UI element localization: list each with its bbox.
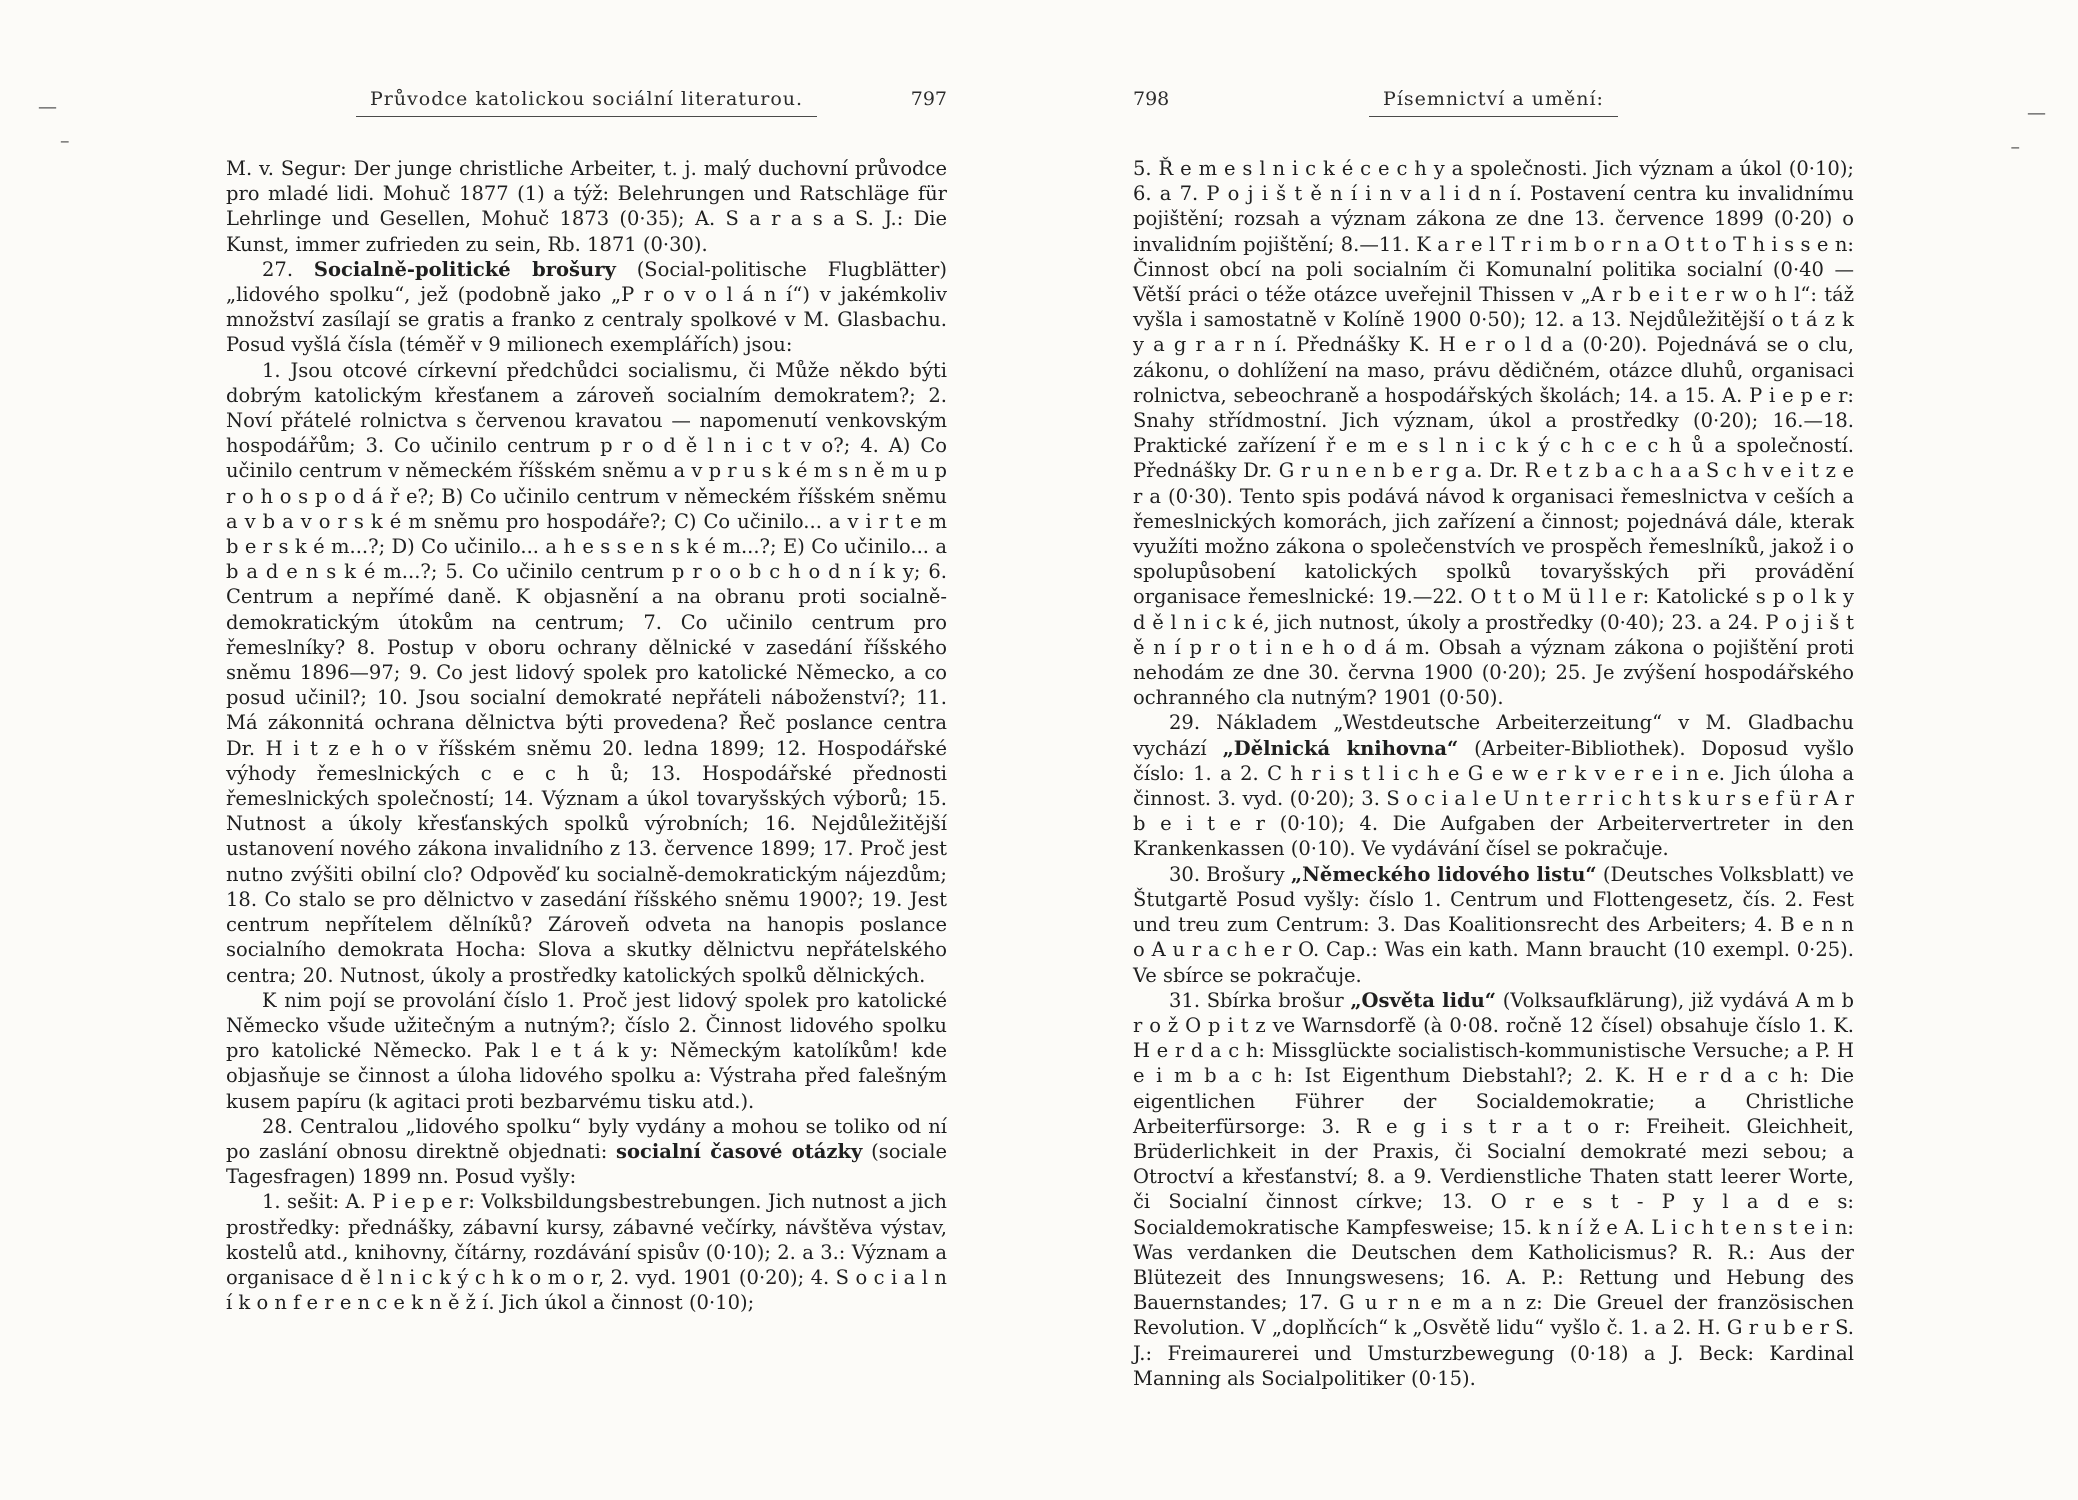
text-run: 1. Jsou otcové církevní předchůdci socialismu, či Může někdo býti dobrým katolickým křesťanem a zároveň socialním demokratem?; 2. Noví přátelé rolnictva s červenou kravatou — napomenutí venkovským hospodářům; 3. Co učinilo centrum p r o d ě l n i c t v o?; 4. A) Co učinilo centrum v německém říšském sněmu a v p r u s k é m s n ě m u p r o h o s p o d á ř e?; B) Co učinilo centrum v německém říšském sněmu a v b a v o r s k é m sněmu pro hospodáře?; C) Co učinilo... a v i r t e m b e r s k é m...?; D) Co učinilo... a h e s s e n s k é m...?; E) Co učinilo... a b a d e n s k é m...?; 5. Co učinilo centrum p r o o b c h o d n í k y; 6. Centrum a nepřímé daně. K objasnění a na obranu proti socialně-demokratickým útokům na centrum; 7. Co učinilo centrum pro řemeslníky? 8. Postup v oboru ochrany dělnické v zasedání říšského sněmu 1896—97; 9. Co jest lidový spolek pro katolické Německo, a co posud učinil?; 10. Jsou socialní demokraté nepřáteli náboženství?; 11. Má zákonnitá ochrana dělnictva býti provedena? Řeč poslance centra Dr. H i t z e h o v říšském sněmu 20. ledna 1899; 12. Hospodářské výhody řemeslnických c e c h ů; 13. Hospodářské přednosti řemeslnických společností; 14. Význam a úkol tovaryšských výborů; 15. Nutnost a úkoly křesťanských spolků výrobních; 16. Nejdůležitější ustanovení nového zákona invalidního z 13. července 1899; 17. Proč jest nutno zvýšiti obilní clo? Odpověď ku socialně-demokratickým nájezdům; 18. Co stalo se pro dělnictvo v zasedání říšského sněmu 1900?; 19. Jest centrum nepřítelem dělníků? Zároveň odveta na hanopis poslance socialního demokrata Hocha: Slova a skutky dělnictvu nepřátelského centra; 20. Nutnost, úkoly a prostředky katolických spolků dělnických. bbox=[226, 358, 947, 987]
paragraph bbox=[1133, 710, 1854, 861]
bold-text-run: „Osvěta lidu“ bbox=[1350, 988, 1497, 1012]
page-right bbox=[1039, 0, 2078, 1500]
text-run: 31. Sbírka brošur bbox=[1169, 988, 1351, 1012]
left-page-body bbox=[226, 156, 947, 1315]
print-margin-mark: — bbox=[2027, 102, 2046, 124]
paragraph bbox=[226, 156, 947, 257]
print-margin-mark: – bbox=[60, 130, 70, 152]
text-run: 30. Brošury bbox=[1169, 862, 1291, 886]
bold-text-run: „Německého lidového listu“ bbox=[1290, 862, 1597, 886]
text-run: M. v. Segur: Der junge christliche Arbeiter, t. j. malý duchovní průvodce pro mladé lidi. Mohuč 1877 (1) a týž: Belehrungen und Ratschläge für Lehrlinge und Gesellen, Mohuč 1873 (0·35); A. S a r a s a S. J.: Die Kunst, immer zufrieden zu sein, Rb. 1871 (0·30). bbox=[226, 157, 947, 256]
paragraph bbox=[226, 1114, 947, 1190]
text-run: 1. sešit: A. P i e p e r: Volksbildungsbestrebungen. Jich nutnost a jich prostředky: přednášky, zábavní kursy, zábavné večírky, návštěva výstav, kostelů atd., knihovny, čítárny, rozdávání spisův (0·10); 2. a 3.: Význam a organisace d ě l n i c k ý c h k o m o r, 2. vyd. 1901 (0·20); 4. S o c i a l n í k o n f e r e n c e k n ě ž í. Jich úkol a činnost (0·10); bbox=[226, 1190, 947, 1315]
text-run: (Volksaufklärung), již vydává A m b r o ž O p i t z ve Warnsdorfě (à 0·08. ročně 12 čísel) obsahuje číslo 1. K. H e r d a c h: Missglückte socialistisch-kommunistische Versuche; a P. H e i m b a c h: Ist Eigenthum Diebstahl?; 2. K. H e r d a c h: Die eigentlichen Führer der Socialdemokratie; a Christliche Arbeiterfürsorge: 3. R e g i s t r a t o r: Freiheit. Gleichheit, Brüderlichkeit in der Praxis, či Socialní demokraté mezi sebou; a Otroctví a křesťanství; 8. a 9. Verdienstliche Thaten statt leerer Worte, či Socialní činnost církve; 13. O r e s t - P y l a d e s: Socialdemokratische Kampfesweise; 15. k n í ž e A. L i c h t e n s t e i n: Was verdanken die Deutschen dem Katholicismus? R. R.: Aus der Blütezeit des Innungswesens; 16. A. P.: Rettung und Hebung des Bauernstandes; 17. G u r n e m a n z: Die Greuel der französischen Revolution. V „doplňcích“ k „Osvětě lidu“ vyšlo č. 1. a 2. H. G r u b e r S. J.: Freimaurerei und Umsturzbewegung (0·18) a J. Beck: Kardinal Manning als Socialpolitiker (0·15). bbox=[1133, 988, 1854, 1390]
text-run: (Deutsches Volksblatt) ve Štutgartě Posud vyšly: číslo 1. Centrum und Flottengesetz, čís. 2. Fest und treu zum Centrum: 3. Das Koalitionsrecht des Arbeiters; 4. B e n n o A u r a c h e r O. Cap.: Was ein kath. Mann braucht (10 exempl. 0·25). Ve sbírce se pokračuje. bbox=[1133, 862, 1854, 987]
right-page-header bbox=[1133, 88, 1854, 122]
right-page-body bbox=[1133, 156, 1854, 1391]
text-run: 29. Nákladem „Westdeutsche Arbeiterzeitung“ v M. Gladbachu vychází bbox=[1133, 711, 1854, 760]
print-margin-mark: — bbox=[38, 96, 57, 118]
left-page-header bbox=[226, 88, 947, 122]
paragraph bbox=[226, 358, 947, 988]
text-run: (Social-politische Flugblätter) „lidového spolku“, jež (podobně jako „P r o v o l á n í“) v jakémkoliv množství zasílají se gratis a franko z centraly spolkové v M. Glasbachu. Posud vyšlá čísla (téměř v 9 milionech exemplářích) jsou: bbox=[226, 257, 947, 357]
text-run: 27. bbox=[262, 257, 314, 281]
left-page-number: 797 bbox=[910, 88, 947, 110]
text-run: (Arbeiter-Bibliothek). Doposud vyšlo číslo: 1. a 2. C h r i s t l i c h e G e w e r k v e r e i n e. Jich úloha a činnost. 3. vyd. (0·20); 3. S o c i a l e U n t e r r i c h t s k u r s e f ü r A r b e i t e r (0·10); 4. Die Aufgaben der Arbeitervertreter in den Krankenkassen (0·10). Ve vydávání čísel se pokračuje. bbox=[1133, 736, 1854, 861]
print-margin-mark: – bbox=[2010, 136, 2020, 158]
text-run: (sociale Tagesfragen) 1899 nn. Posud vyšly: bbox=[226, 1139, 947, 1189]
right-running-title: Písemnictví a umění: bbox=[1369, 88, 1618, 117]
paragraph bbox=[1133, 156, 1854, 710]
paragraph bbox=[226, 988, 947, 1114]
bold-text-run: Socialně-politické brošury bbox=[313, 257, 616, 281]
text-run: 5. Ř e m e s l n i c k é c e c h y a společnosti. Jich význam a úkol (0·10); 6. a 7. P o j i š t ě n í i n v a l i d n í. Postavení centra ku invalidnímu pojištění; rozsah a význam zákona ze dne 13. července 1899 (0·20) o invalidním pojištění; 8.—11. K a r e l T r i m b o r n a O t t o T h i s s e n: Činnost obcí na poli socialním či Komunalní politika socialní (0·40 — Větší práci o téže otázce uveřejnil Thissen v „A r b e i t e r w o h l“: táž vyšla i samostatně v Kolíně 1900 0·50); 12. a 13. Nejdůležitější o t á z k y a g r a r n í. Přednášky K. H e r o l d a (0·20). Pojednává se o clu, zákonu, o dohlížení na maso, právu dědičném, otázce dluhů, organisaci rolnictva, sebeochraně a hospodářských školách; 14. a 15. A. P i e p e r: Snahy střídmostní. Jich význam, úkol a prostředky (0·20); 16.—18. Praktické zařízení ř e m e s l n i c k ý c h c e c h ů a společností. Přednášky Dr. G r u n e n b e r g a. Dr. R e t z b a c h a a S c h v e i t z e r a (0·30). Tento spis podává návod k organisaci řemeslnictva v ceších a řemeslnických komorách, jich zařízení a činnost; pojednává dále, kterak využíti možno zákona o společenstvích ve prospěch řemeslníků, jakož i o spolupůsobení katolických spolků tovaryšských při provádění organisace řemeslnické: 19.—22. O t t o M ü l l e r: Katolické s p o l k y d ě l n i c k é, jich nutnost, úkoly a prostředky (0·40); 23. a 24. P o j i š t ě n í p r o t i n e h o d á m. Obsah a význam zákona o pojištění proti nehodám ze dne 30. června 1900 (0·20); 25. Je zvýšení hospodářského ochranného cla nutným? 1901 (0·50). bbox=[1133, 157, 1854, 710]
text-run: 28. Centralou „lidového spolku“ byly vydány a mohou se toliko od ní po zaslání obnosu direktně objednati: bbox=[226, 1114, 947, 1163]
text-run: K nim pojí se provolání číslo 1. Proč jest lidový spolek pro katolické Německo všude užitečným a nutným?; číslo 2. Činnost lidového spolku pro katolické Německo. Pak l e t á k y: Německým katolíkům! kde objasňuje se činnost a úloha lidového spolku a: Výstraha před falešným kusem papíru (k agitaci proti bezbarvému tisku atd.). bbox=[226, 988, 947, 1113]
bold-text-run: „Dělnická knihovna“ bbox=[1222, 736, 1459, 760]
right-page-number: 798 bbox=[1133, 88, 1170, 110]
left-running-title: Průvodce katolickou sociální literaturou. bbox=[356, 88, 817, 117]
bold-text-run: socialní časové otázky bbox=[616, 1139, 863, 1163]
paragraph bbox=[1133, 862, 1854, 988]
paragraph bbox=[226, 1189, 947, 1315]
paragraph bbox=[1133, 988, 1854, 1391]
paragraph bbox=[226, 257, 947, 358]
